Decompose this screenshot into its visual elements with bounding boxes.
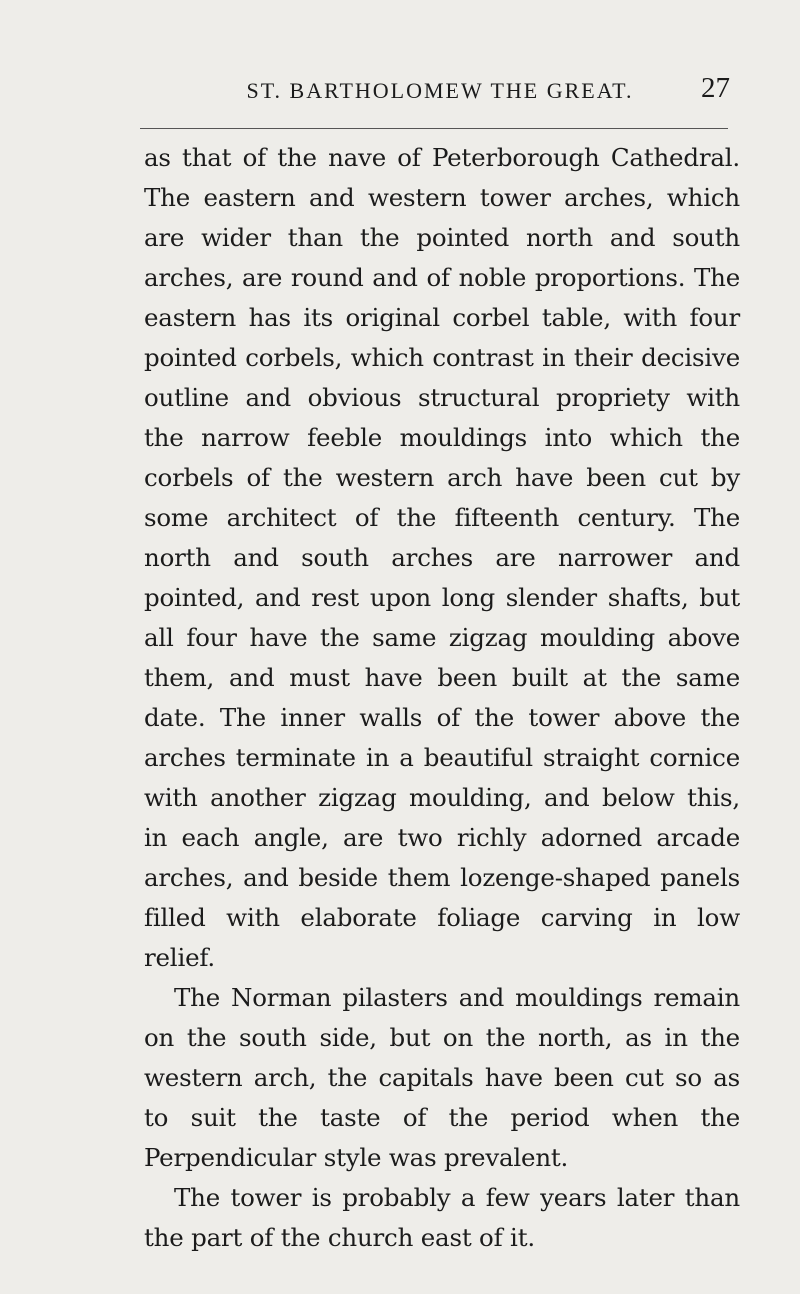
body-text: [144, 138, 740, 1258]
paragraph-3: The tower is probably a few years later than the part of the church east of it.: [144, 1183, 740, 1252]
paragraph-1: as that of the nave of Peterborough Cathedral. The eastern and western tower arches, which are wider than the pointed north and south arches, are round and of noble proportions. The eastern has its original corbel table, with four pointed corbels, which contrast in their decisive outline and obvious structural propriety with the narrow feeble mouldings into which the corbels of the western arch have been cut by some architect of the fifteenth century. The north and south arches are narrower and pointed, and rest upon long slender shafts, but all four have the same zigzag moulding above them, and must have been built at the same date. The inner walls of the tower above the arches terminate in a beautiful straight cornice with another zigzag moulding, and below this, in each angle, are two richly adorned arcade arches, and beside them lozenge-shaped panels filled with elaborate foliage carving in low relief.: [144, 143, 740, 972]
page-header: [140, 72, 740, 118]
paragraph-2: The Norman pilasters and mouldings remain on the south side, but on the north, as in the western arch, the capitals have been cut so as to suit the taste of the period when the Perpendicular style was prevalent.: [144, 983, 740, 1172]
page-number: 27: [701, 72, 730, 104]
running-title: ST. BARTHOLOMEW THE GREAT.: [246, 78, 634, 103]
header-rule: [140, 128, 728, 129]
